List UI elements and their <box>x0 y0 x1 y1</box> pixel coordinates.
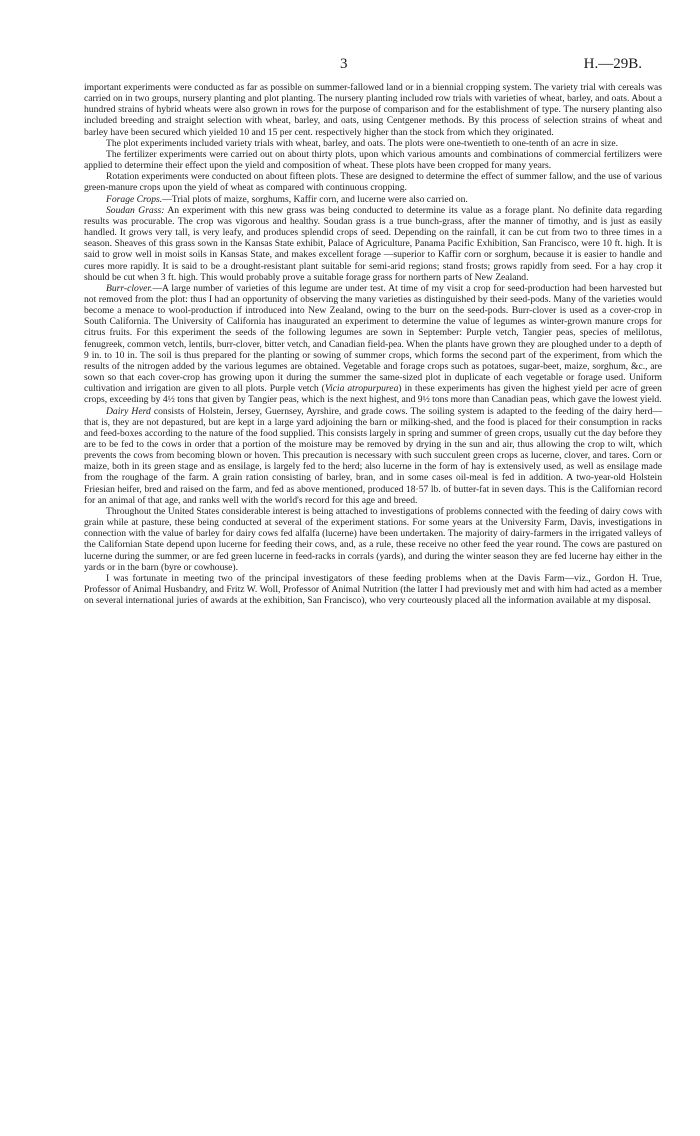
paragraph-text: Throughout the United States considerable interest is being attached to investigations of problems connected with the feeding of dairy cows with grain while at pasture, these being conducted at several of the experiment stations. For some years at the University Farm, Davis, investigations in connection with the value of barley for dairy cows fed alfalfa (lucerne) have been undertaken. The majority of dairy-farmers in the irrigated valleys of the Californian State depend upon lucerne for feeding their cows, and, as a rule, these receive no other feed the year round. The cows are pastured on lucerne during the summer, or are fed green lucerne in feed-racks in corrals (yards), and during the winter season they are fed lucerne hay either in the yards or in the barn (byre or cowhouse). <box>84 505 662 573</box>
paragraph-text: —Trial plots of maize, sorghums, Kaffir corn, and lucerne were also carried on. <box>162 193 468 205</box>
page-number: 3 <box>340 56 348 72</box>
paragraph-text: —A large number of varieties of this legume are under test. At time of my visit a crop for seed-production had been harvested but not removed from the plot: thus I had an opportunity of observing the many varieties as distinguished by their seed-pods. Many of the varieties would become a menace to wool-production if introduced into New Zealand, owing to the burr on the seed-pods. Burr-clover is used as a cover-crop in South California. The University of California has inaugurated an experiment to determine the value of legumes as winter-grown manure crops for citrus fruits. For this experiment the seeds of the following legumes are sown in September: Purple vetch, Tangier peas, species of melilotus, fenugreek, common vetch, lentils, burr-clover, bitter vetch, and Canadian field-pea. When the plants have grown they are ploughed under to a depth of 9 in. to 10 in. The soil is thus prepared for the planting or sowing of summer crops, which forms the second part of the experiment, from which the results of the nitrogen added by the various legumes are obtained. Vegetable and forage crops such as potatoes, sugar-beet, maize, sorghum, &c., are sown so that each cover-crop has growing upon it during the summer the same-sized plot in duplicate of each vegetable or forage used. Uniform cultivation and irrigation are given to all plots. Purple vetch ( <box>84 282 662 395</box>
italic-text: Burr-clover. <box>106 282 153 294</box>
paragraph-text: ) in these experiments has given the highest yield per acre of green crops, exceeding by 4½ tons that given by Tangier peas, which is the next highest, and 9½ tons more than Canadian peas, which gave the lowest yield. <box>84 383 662 406</box>
paragraph <box>84 573 662 606</box>
paragraph <box>84 171 662 193</box>
paragraph <box>84 138 662 149</box>
paragraph-text: I was fortunate in meeting two of the principal investigators of these feeding problems when at the Davis Farm—viz., Gordon H. True, Professor of Animal Husbandry, and Fritz W. Woll, Professor of Animal Nutrition (the latter I had previously met and with him had acted as a member on several international juries of awards at the exhibition, San Francisco), who very courteously placed all the information available at my disposal. <box>84 572 662 607</box>
paragraph-text: important experiments were conducted as far as possible on summer-fallowed land or in a biennial cropping system. The variety trial with cereals was carried on in two groups, nursery planting and plot planting. The nursery planting included row trials with varieties of wheat, barley, and oats. About a hundred strains of hybrid wheats were also grown in rows for the purpose of comparison and for the establishment of type. The nursery planting also included breeding and straight selection with wheat, barley, and oats, using Centgener methods. By this process of selection strains of wheat and barley have been secured which yielded 10 and 15 per cent. respectively higher than the stock from which they originated. <box>84 82 662 138</box>
paragraph-text: An experiment with this new grass was being conducted to determine its value as a forage plant. No definite data regarding results was procurable. The crop was vigorous and healthy. Soudan grass is a true bunch-grass, after the manner of timothy, and is just as easily handled. It grows very tall, is very leafy, and produces splendid crops of seed. Depending on the rainfall, it can be cut from two to three times in a season. Sheaves of this grass sown in the Kansas State exhibit, Palace of Agriculture, Panama Pacific Exhibition, San Francisco, were 10 ft. high. It is said to grow well in moist soils in Kansas State, and makes excellent forage —superior to Kaffir corn or sorghum, because it is easier to handle and cures more rapidly. It is said to be a drought-resistant plant suitable for semi-arid regions; stand frosts; grows rapidly from seed. For a hay crop it should be cut when 3 ft. high. This would probably prove a suitable forage grass for northern parts of New Zealand. <box>84 204 662 283</box>
paragraph <box>84 149 662 171</box>
body-text <box>84 82 662 606</box>
paragraph <box>84 82 662 138</box>
paragraph-text: consists of Holstein, Jersey, Guernsey, Ayrshire, and grade cows. The soiling system is adapted to the feeding of the dairy herd—that is, they are not depastured, but are kept in a large yard adjoining the barn or milking-shed, and the food is placed for their consumption in racks and feed-boxes according to the nature of the food supplied. This consists largely in spring and summer of green crops, usually cut the day before they are to be fed to the cows in order that a portion of the moisture may be removed by drying in the sun and air, thus allowing the crop to wilt, which prevents the cows from becoming blown or hoven. This precaution is necessary with such succulent green crops as lucerne, clover, and tares. Corn or maize, both in its green stage and as ensilage, is largely fed to the herd; also lucerne in the form of hay is extensively used, as well as ensilage made from the roughage of the farm. A grain ration consisting of barley, bran, and in some cases oil-meal is fed in addition. A two-year-old Holstein Friesian heifer, bred and raised on the farm, and fed as above mentioned, produced 18·57 lb. of butter-fat in seven days. This is the Californian record for an animal of that age, and ranks well with the world's record for this age and breed. <box>84 405 662 506</box>
italic-text: Dairy Herd <box>106 405 151 417</box>
paragraph <box>84 406 662 506</box>
paragraph <box>84 205 662 283</box>
italic-text: Vicia atropurpurea <box>324 383 399 395</box>
paragraph-text: Rotation experiments were conducted on about fifteen plots. These are designed to determine the effect of summer fallow, and the use of various green-manure crops upon the yield of wheat as compared with continuous cropping. <box>84 171 662 194</box>
document-reference: H.—29B. <box>583 56 642 72</box>
page-header <box>0 56 700 76</box>
paragraph <box>84 283 662 406</box>
paragraph-text: The plot experiments included variety trials with wheat, barley, and oats. The plots were one-twentieth to one-tenth of an acre in size. <box>106 137 619 149</box>
paragraph <box>84 506 662 573</box>
italic-text: Forage Crops. <box>106 193 163 205</box>
paragraph <box>84 194 662 205</box>
paragraph-text: The fertilizer experiments were carried out on about thirty plots, upon which various amounts and combinations of commercial fertilizers were applied to determine their effect upon the yield and composition of wheat. These plots have been cropped for many years. <box>84 148 662 172</box>
italic-text: Soudan Grass: <box>106 204 165 216</box>
